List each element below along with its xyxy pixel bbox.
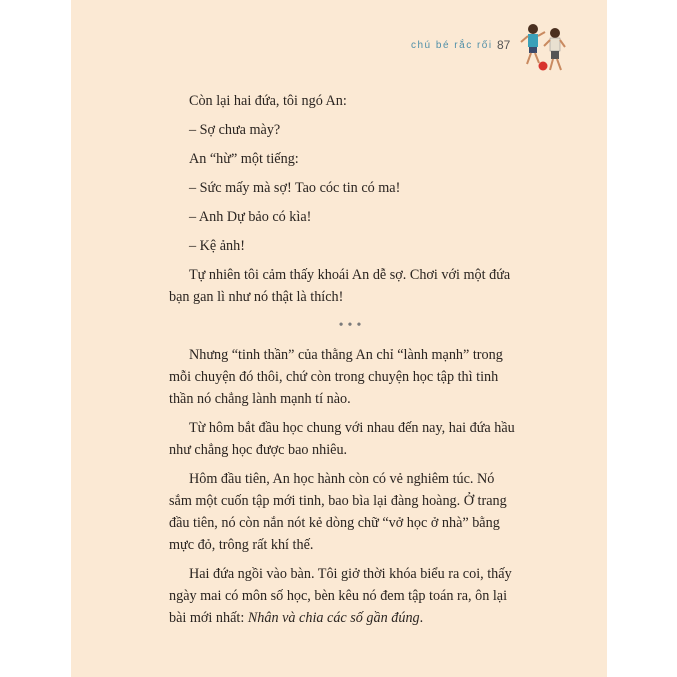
body-text [169,90,515,636]
paragraph: – Kệ ảnh! [189,238,245,254]
paragraph-text: Hai đứa ngồi vào bàn. Tôi giở thời khóa biểu ra coi, thấy ngày mai có môn số học, bèn kêu nó đem tập toán ra, ôn lại bài mới nhất: [169,566,512,626]
paragraph: Nhưng “tinh thần” của thằng An chỉ “lành mạnh” trong mỗi chuyện đó thôi, chứ còn trong chuyện học tập thì tinh thần nó chẳng lành mạnh tí nào. [169,347,503,407]
paragraph: Tự nhiên tôi cảm thấy khoái An dễ sợ. Chơi với một đứa bạn gan lì như nó thật là thích! [169,267,511,305]
page-number: 87 [497,38,511,52]
kids-illustration-icon [519,20,569,76]
paragraph: Từ hôm bắt đầu học chung với nhau đến nay, hai đứa hầu như chẳng học được bao nhiêu. [169,420,515,458]
paragraph: – Anh Dự bảo có kìa! [189,209,312,225]
running-header: chú bé rắc rối [411,40,493,51]
paragraph: An “hừ” một tiếng: [189,151,299,167]
paragraph: – Sợ chưa mày? [189,122,281,138]
book-page [71,0,607,677]
paragraph: – Sức mấy mà sợ! Tao cóc tin có ma! [189,180,401,196]
lesson-title: Nhân và chia các số gần đúng [247,610,420,626]
paragraph-last [169,563,515,629]
paragraph: Hôm đầu tiên, An học hành còn có vẻ nghiêm túc. Nó sắm một cuốn tập mới tinh, bao bìa lại đàng hoàng. Ở trang đầu tiên, nó còn nắn nót kẻ dòng chữ “vở học ở nhà” bằng mực đỏ, trông rất khí thế. [169,471,507,553]
section-separator: ••• [338,318,366,333]
paragraph: Còn lại hai đứa, tôi ngó An: [189,93,347,109]
paragraph-end: . [419,610,424,626]
